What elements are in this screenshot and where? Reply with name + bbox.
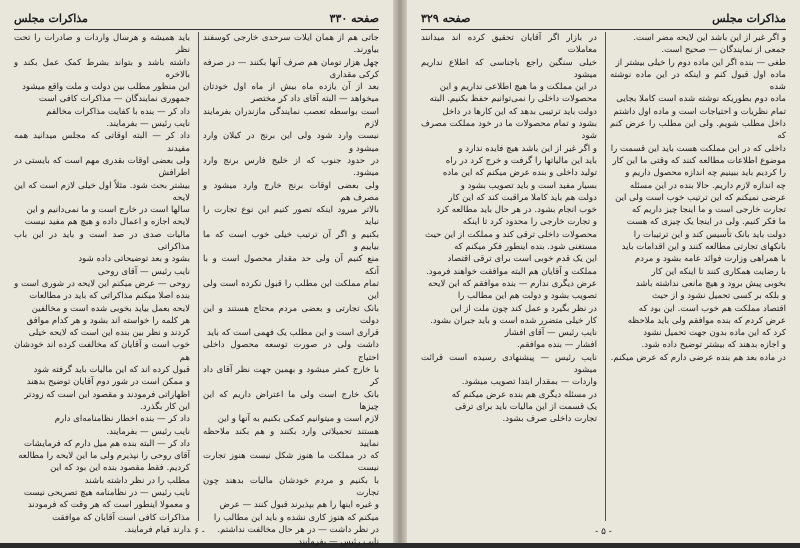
text-line: داخل مطلب شویم. ولی این مطلب را عرض کنم که (610, 119, 786, 142)
text-line: نایب رئیس — بفرمایند. (295, 537, 379, 548)
text-line: با همراهی وزارت فوائد عامه بشود و مردم (634, 254, 786, 265)
text-line: داشته باشد و بتواند بشرط کمک عمل بکند و بالاخره (14, 57, 190, 80)
text-line: نایب رئیس — بفرمایند. (106, 426, 190, 437)
text-line: چهل هزار تومان هم صرف آنها بکنند — در صرفه کرکی مقداری (203, 57, 379, 80)
text-line: مذاکرات کافی است آقایان که موافقت (52, 512, 190, 523)
page-number-label: صفحه ۳۲۹ (421, 12, 471, 25)
text-line: لایحه اجازه و اعمال داده و هیچ هم مفید نیست (24, 217, 190, 228)
text-line: تولید داخلی و بنده عرض میکنم که این ماده (442, 168, 597, 179)
text-line: دولت باید ترتیبی بدهد که این کارها در داخل (442, 106, 597, 117)
text-line: داد کر — بنده با کفایت مذاکرات مخالفم (46, 106, 190, 117)
text-line: در نظر داشت — در هر حال مخالفت نداشتم. (217, 524, 379, 535)
text-line: با بکنیم و مردم خودشان مالیات بدهند چون تجارت (203, 475, 379, 498)
text-line: جمعی از نمایندگان — صحیح است. (661, 45, 786, 56)
text-line: طغی — بنده اگر این ماده دوم را خیلی بیشتر از (615, 57, 786, 68)
text-column-left (421, 32, 597, 521)
text-line: داد کر — البته اوقاتی که مجلس میدانید همه مفیدند (14, 131, 190, 154)
text-line: که در مملکت ما هنوز شکل نیست هنوز تجارت نیست (203, 451, 379, 474)
text-line: در بازار اگر آقایان تحقیق کرده اند میدانند معاملات (421, 33, 597, 56)
text-line: جمهوری نمایندگان — مذاکرات کافی است (38, 94, 190, 105)
page-footer-number: - ۵ - (595, 527, 612, 537)
text-line: واردات — بمقدار ابتدا تصویب میشود. (461, 377, 597, 388)
text-column-right (198, 32, 379, 548)
text-line: بسیار مفید است و باید تصویب بشود و (460, 180, 597, 191)
text-line: عرض کردم که بنده موافقم ولی باید ملاحظه (627, 315, 786, 326)
text-line: یک قسمت از این مالیات باید برای ترقی (455, 401, 597, 412)
text-line: ماده اول قبول کنم و اینکه در این ماده نوشته شده (610, 69, 786, 93)
text-line: روحی — عرض میکنم این لایحه در شوری است و (14, 278, 190, 289)
text-line: افشار — بنده موافقم. (516, 340, 597, 351)
text-line: آقای روحی را نپذیرم ولی ما این لایحه را مطالعه (18, 451, 190, 462)
running-title: مذاكرات مجلس (14, 12, 88, 25)
text-line: در این مملکت و ما هیچ اطلاعی نداریم و این (439, 82, 597, 93)
text-columns (421, 32, 786, 521)
text-line: بالاتر میرود اینکه تصور کنیم این نوع تجارت را نباید (203, 205, 379, 228)
text-line: تمام مملکت این مطلب را قبول نکرده است ولی این (203, 278, 379, 302)
text-line: باید همیشه و هرسال واردات و صادرات را تحت نظر (14, 33, 190, 56)
text-column-left (14, 32, 190, 535)
left-page (0, 0, 393, 548)
text-line: چه اندازه لازم داریم. حالا بنده در این مسئله (629, 180, 786, 191)
text-line: و ممکن است در شور دوم آقایان توضیح بدهند (26, 377, 190, 388)
text-line: مملکت و آقایان هم البته موافقت خواهند فرمود. (426, 266, 597, 277)
text-line: نایب رئیس — در نظامنامه هیچ تصریحی نیست (23, 487, 190, 498)
text-line: هستند تحمیلاتی وارد بکنند و هم بکند ملاحظه نمایید (203, 426, 379, 449)
text-columns (14, 32, 379, 548)
text-line: باید این مالیاتها را گرفت و خرج کرد در راه (445, 155, 597, 166)
text-line: بکنیم و اگر آن ترتیب خیلی خوب است که ما بیاییم و (203, 229, 379, 253)
text-line: لایحه بعمل بیاید بخوبی شده است و مخالفین (31, 303, 190, 314)
text-line: در نظر بگیرد و عمل کند چون ملت از این (450, 303, 597, 314)
text-line: بانکهای تجارتی مطالعه کنند و این اقدامات باید (621, 242, 786, 253)
text-line: داخلی که در این مملکت هست باید این قسمت را (610, 143, 786, 154)
text-line: کردیم. فقط مقصود بنده این بود که این (50, 463, 190, 474)
header-rule (14, 29, 379, 30)
text-line: نایب رئیس — آقای افشار (504, 328, 597, 339)
text-line: ولی بعضی اوقات بقدری مهم است که بایستی در اطرافش (14, 155, 190, 179)
text-line: و معمولا اینطور است که هر وقت که فرمودند (27, 500, 190, 511)
text-line: تصویب بشود و دولت هم این مطالب را (457, 291, 597, 302)
text-line: منع کنیم آن ولی حد مقدار محصول است و با آنکه (203, 254, 379, 277)
text-line: اقتصاد مملکت هم خوب است. این بود که (638, 303, 786, 314)
text-line: تمام نظریات و احتیاجات است و ماده اول داشتم (613, 106, 786, 117)
text-line: در ماده بعد هم بنده عرضی دارم که عرض میکنم. (610, 352, 786, 363)
text-line: است بواسطه تعصب نمایندگی مازندران بفرمایند لازم (203, 106, 379, 130)
text-line: ما فکر کنیم. ولی در اینجا یک چیزی که هست (626, 217, 786, 228)
text-line: نایب رئیس — آقای روحی (97, 266, 190, 277)
text-line: کرد که این ماده بدون جهت تحمیل نشود (643, 328, 786, 339)
text-line: لازم است و میتوانیم کمکی بکنیم به آنها و این (217, 414, 379, 425)
text-line: خوب انجام بشود. در هر حال باید مطالعه کرد (436, 205, 597, 216)
text-line: عرضی نمیکنم که این ترتیب خوب است ولی این (615, 192, 786, 203)
page-footer-number: - ۶ - (188, 527, 205, 537)
page-header (421, 12, 786, 26)
text-line: تجارت داخلی صرف بشود. (502, 414, 597, 425)
text-line: و اگر غیر از این باشد این لایحه مضر است. (633, 33, 786, 43)
text-line: نیست وارد شود ولی این برنج در کیلان وارد میشود و (203, 131, 379, 154)
text-line: اظهاراتی فرمودند و مقصود این است که زودتر (24, 389, 190, 400)
text-line: داد کر — بنده اخطار نظامنامه‌ای دارم (54, 414, 190, 425)
page-number-label: صفحه ۳۳۰ (329, 12, 379, 25)
text-line: داشت ولی در صورت توسعه محصول داخلی احتیاج (203, 340, 379, 363)
text-column-right (605, 32, 786, 521)
text-line: این یک قدم خوبی است برای ترقی اقتصاد (447, 254, 597, 265)
text-line: قراری است و این مطلب یک فهمی است که باید (206, 328, 379, 339)
page-header (14, 12, 379, 26)
header-rule (421, 29, 786, 30)
text-line: این کار بگذرد. (139, 401, 190, 412)
text-line: بشود و بعد توضیحاتی داده شود (78, 254, 190, 265)
text-line: ولی بعضی اوقات برنج خارج وارد میشود و مصرف هم (203, 180, 379, 203)
text-line: و اگر غیر از این باشد هیچ فایده ندارد و (458, 143, 597, 154)
text-line: دولت باید بانک تأسیس کند و این ترتیبات را (633, 229, 786, 240)
text-line: را کردیم باید ببینیم چه اندازه محصول داریم و (625, 168, 786, 179)
text-line: بانک خارج است ولی ما اعتراض داریم که این چیزها (203, 389, 379, 412)
text-line: محصولات داخلی را نمی‌توانیم حفظ بکنیم. البته (429, 94, 597, 105)
text-line: و بلکه بر کسی تحمیل نشود و از حیث (651, 291, 786, 302)
text-line: دارند قیام فرمایند. (124, 524, 190, 535)
right-page (407, 0, 800, 543)
text-line: میکنم که هنوز کاری نشده و باید این مطالب را (213, 512, 379, 523)
text-line: دولت هم باید کاملا مراقبت کند که این کار (448, 192, 597, 203)
text-line: در حدود جنوب که از خلیج فارس برنج وارد میشود. (203, 155, 379, 179)
text-line: کردند و نظر بین بنده این است که لایحه خیلی (28, 328, 190, 339)
text-line: بشود و تمام محصولات ما در خود مملکت مصرف شود (421, 119, 597, 142)
running-title: مذاكرات مجلس (712, 12, 786, 25)
text-line: نایب رئیس — پیشنهادی رسیده است قرائت میشود (421, 352, 597, 376)
text-line: و غیره اینها را هم بپذیرند قبول کنند — عرض (219, 500, 379, 511)
text-line: قبول کرده اند که این مالیات باید گرفته شود (33, 365, 190, 376)
text-line: هر کلمه را خواسته اند بشود و هر کدام موافق (26, 315, 190, 326)
text-line: و اجازه بدهند که بیشتر توضیح داده شود. (641, 340, 786, 351)
text-line: بیشتر بحث شود. مثلاً اول خیلی لازم است که این لایحه (14, 180, 190, 203)
text-line: جاتی هم از همان ایلات سرحدی خارجی کوسفند بیاورند. (203, 33, 379, 56)
text-line: داد کر — البته بنده هم میل دارم که فرمایشات (23, 438, 190, 449)
text-line: با خارج کمتر میشود و بهمین جهت نظر آقای داد کر (203, 365, 379, 388)
text-line: مطلب را در نظر داشته باشند (84, 475, 190, 486)
text-line: بعد از آن یازده ماه بیش از ماه اول خودتان میخواهد — البته آقای داد کر مختصر (203, 82, 379, 105)
text-line: خیلی سنگین راجع باجناسی که اطلاع نداریم میشود (421, 57, 597, 80)
text-line: با رضایت همکاری کنند تا اینکه این کار (651, 266, 786, 277)
text-line: کار خیلی متضرر شده است و باید جبران بشود. (430, 315, 597, 326)
text-line: بنده اصلا میکنم مذاکراتی که باید در مطالعات (29, 291, 190, 302)
book-gutter (393, 0, 407, 543)
text-line: ماده دوم بطوریکه نوشته شده است کاملا بجایی (616, 94, 786, 105)
text-line: تجارت خارجی است و ما اینجا چیز داریم که (632, 205, 786, 216)
text-line: در مسئله دیگری هم بنده عرض میکنم که (451, 389, 597, 400)
text-line: این منظور مطلب بین دولت و ملت واقع میشود (22, 82, 190, 93)
text-line: خوب است و آقایان که مخالفت کرده اند خودشان هم (14, 340, 190, 363)
text-line: بخوبی پیش برود و هیچ مانعی نداشته باشد (635, 278, 786, 289)
text-line: محصولات داخلی ترقی کند و مملکت از این حیث (425, 229, 597, 240)
text-line: عرض دیگری ندارم — بنده موافقم که این لایحه (428, 278, 597, 289)
text-line: سالها است در خارج است و ما نمی‌دانیم و این (26, 205, 190, 216)
text-line: بانک تجارتی و بعضی مردم محتاج هستند و این دولت (203, 303, 379, 326)
text-line: و تجارت خارجی را محدود کرد تا اینکه (462, 217, 597, 228)
text-line: نایب رئیس — بفرمایند. (106, 119, 190, 130)
text-line: مالیات صدی در صد است و باید در این باب مذاکراتی (14, 229, 190, 253)
text-line: مستغنی شود. بنده اینطور فکر میکنم که (454, 242, 597, 253)
text-line: موضوع اطلاعات مطالعه کنند که وقتی ما این کار (612, 155, 786, 166)
